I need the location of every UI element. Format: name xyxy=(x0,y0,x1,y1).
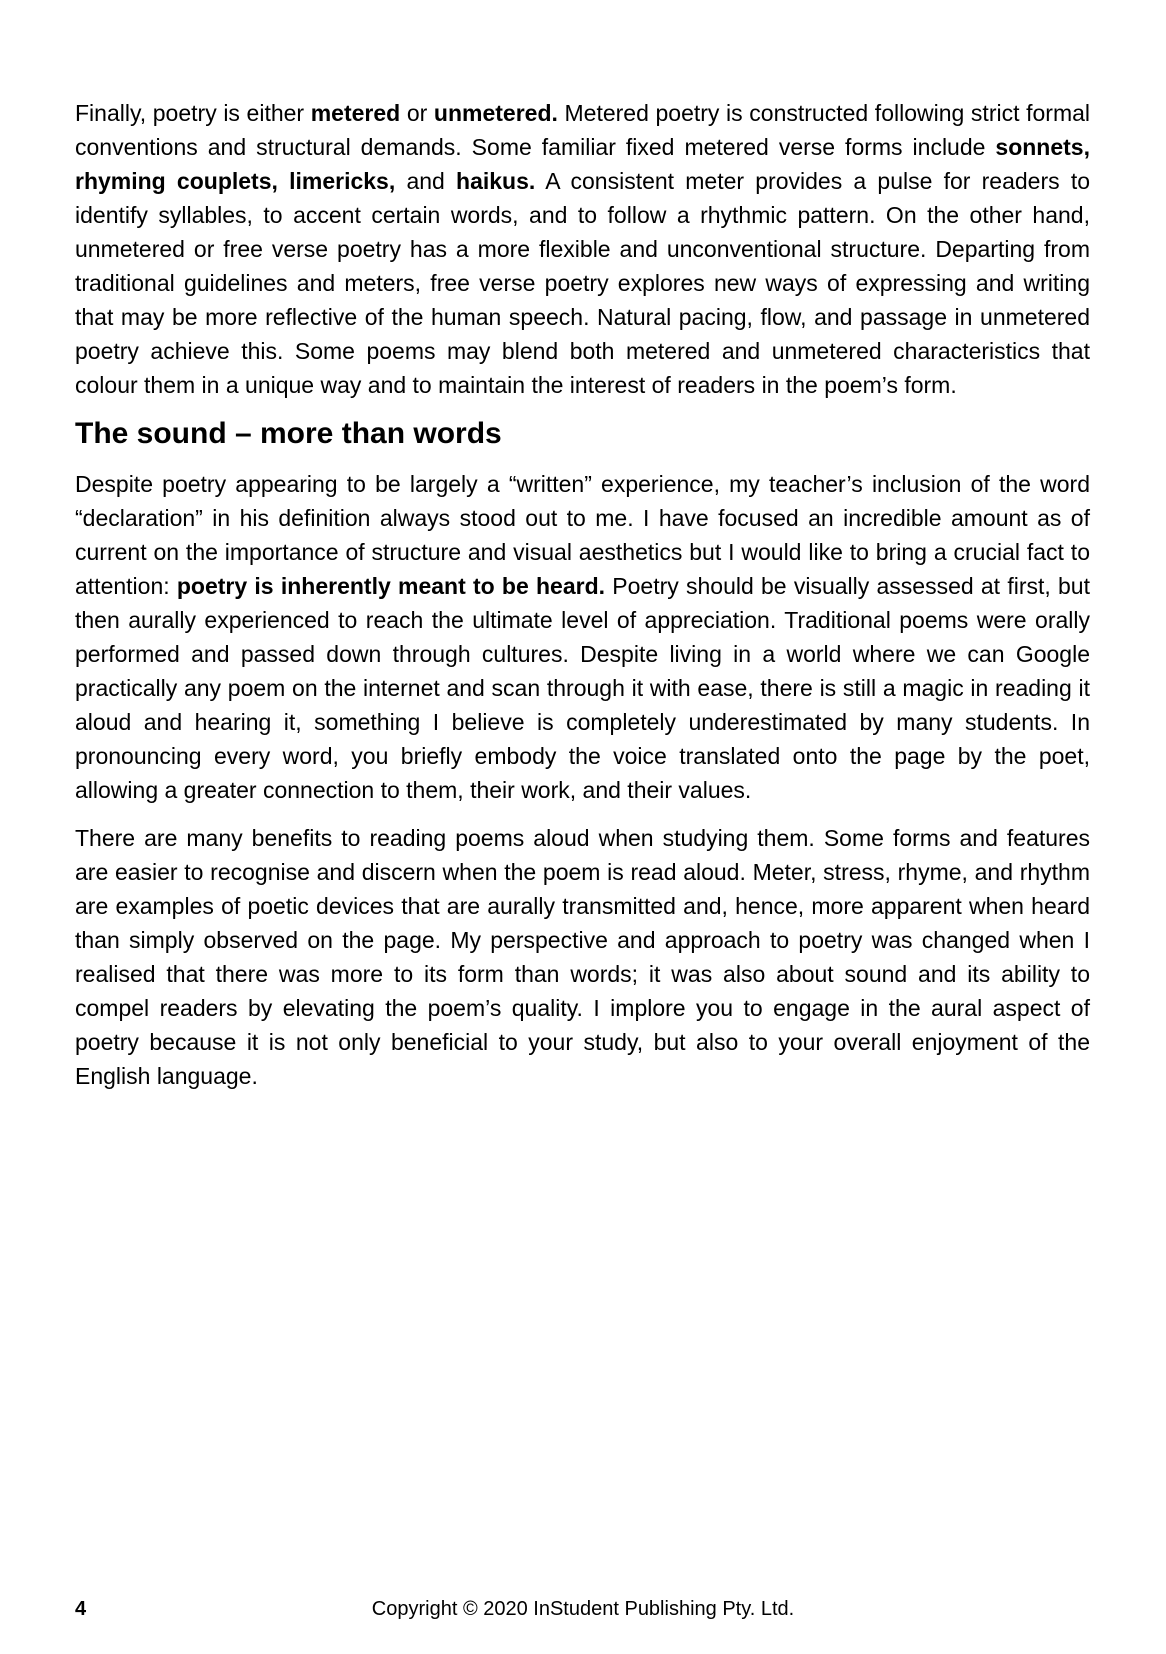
section-paragraph-2: There are many benefits to reading poems aloud when studying them. Some forms and features are easier to recognise and discern when the poem is read aloud. Meter, stress, rhyme, and rhythm are examples of poetic devices that are aurally transmitted and, hence, more apparent when heard than simply observed on the page. My perspective and approach to poetry was changed when I realised that there was more to its form than words; it was also about sound and its ability to compel readers by elevating the poem’s quality. I implore you to engage in the aural aspect of poetry because it is not only beneficial to your study, but also to your overall enjoyment of the English language. xyxy=(75,825,1090,1089)
section-paragraph-1: Despite poetry appearing to be largely a “written” experience, my teacher’s inclusion of the word “declaration” in his definition always stood out to me. I have focused an incredible amount as of current on the importance of structure and visual aesthetics but I would like to bring a crucial fact to attention: poetry is inherently meant to be heard. Poetry should be visually assessed at first, but then aurally experienced to reach the ultimate level of appreciation. Traditional poems were orally performed and passed down through cultures. Despite living in a world where we can Google practically any poem on the internet and scan through it with ease, there is still a magic in reading it aloud and hearing it, something I believe is completely underestimated by many students. In pronouncing every word, you briefly embody the voice translated onto the page by the poet, allowing a greater connection to them, their work, and their values. xyxy=(75,471,1090,803)
section-heading: The sound – more than words xyxy=(75,417,502,450)
intro-paragraph: Finally, poetry is either metered or unmetered. Metered poetry is constructed following strict formal conventions and structural demands. Some familiar fixed metered verse forms include sonnets, rhyming couplets, limericks, and haikus. A consistent meter provides a pulse for readers to identify syllables, to accent certain words, and to follow a rhythmic pattern. On the other hand, unmetered or free verse poetry has a more flexible and unconventional structure. Departing from traditional guidelines and meters, free verse poetry explores new ways of expressing and writing that may be more reflective of the human speech. Natural pacing, flow, and passage in unmetered poetry achieve this. Some poems may blend both metered and unmetered characteristics that colour them in a unique way and to maintain the interest of readers in the poem’s form. xyxy=(75,100,1091,398)
page-footer xyxy=(0,1596,1166,1626)
page-content xyxy=(75,0,1090,1107)
copyright-text: Copyright © 2020 InStudent Publishing Pty. Ltd. xyxy=(371,1598,795,1620)
page-number: 4 xyxy=(75,1598,87,1620)
